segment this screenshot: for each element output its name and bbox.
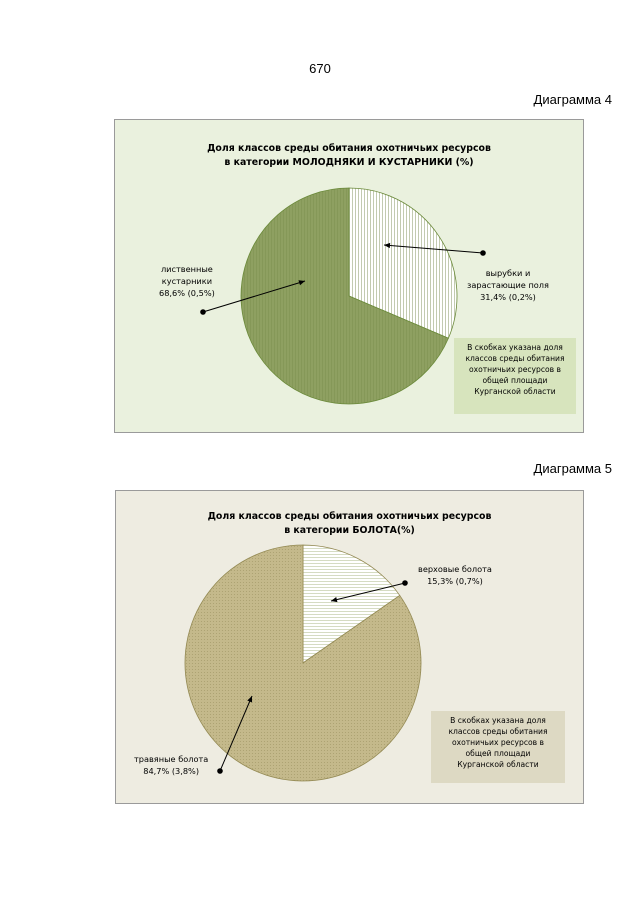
slice-value-label: 68,6% (0,5%) xyxy=(159,288,215,298)
page-number: 670 xyxy=(309,61,331,76)
diagram-caption-5: Диаграмма 5 xyxy=(533,461,612,476)
slice-name-line-2: зарастающие поля xyxy=(467,280,549,290)
slice-label-deciduous-shrubs xyxy=(159,263,215,299)
note-box xyxy=(454,338,576,414)
slice-label-raised-bogs xyxy=(418,563,492,587)
chart-title-line-2: в категории БОЛОТА(%) xyxy=(284,525,415,536)
chart-swamps xyxy=(115,490,584,804)
slice-value-label: 84,7% (3,8%) xyxy=(143,766,200,776)
note-line: общей площади xyxy=(482,376,548,385)
note-line: охотничьих ресурсов в xyxy=(468,365,562,374)
note-line: охотничьих ресурсов в xyxy=(451,738,545,747)
diagram-caption-4: Диаграмма 4 xyxy=(533,92,612,107)
slice-name-line-1: лиственные xyxy=(160,264,213,274)
slice-name: травяные болота xyxy=(134,754,209,764)
note-line: классов среды обитания xyxy=(465,354,565,363)
slice-value-label: 31,4% (0,2%) xyxy=(480,292,536,302)
chart-young-forest-shrubs xyxy=(114,119,584,433)
chart-title-line-1: Доля классов среды обитания охотничьих ресурсов xyxy=(207,143,491,154)
chart-title-line-2: в категории МОЛОДНЯКИ И КУСТАРНИКИ (%) xyxy=(224,157,474,168)
note-line: общей площади xyxy=(465,749,531,758)
slice-value-label: 15,3% (0,7%) xyxy=(427,576,483,586)
note-line: классов среды обитания xyxy=(448,727,548,736)
slice-label-clearings xyxy=(467,267,549,303)
note-line: В скобках указана доля xyxy=(467,343,563,352)
slice-label-grass-swamps xyxy=(134,753,208,777)
note-box xyxy=(431,711,565,783)
chart-title-line-1: Доля классов среды обитания охотничьих ресурсов xyxy=(207,511,492,522)
slice-name: верховые болота xyxy=(418,564,492,574)
slice-name-line-1: вырубки и xyxy=(485,268,531,278)
note-line: Курганской области xyxy=(457,760,539,769)
slice-name-line-2: кустарники xyxy=(161,276,213,286)
note-line: В скобках указана доля xyxy=(450,716,546,725)
note-line: Курганской области xyxy=(474,387,556,396)
